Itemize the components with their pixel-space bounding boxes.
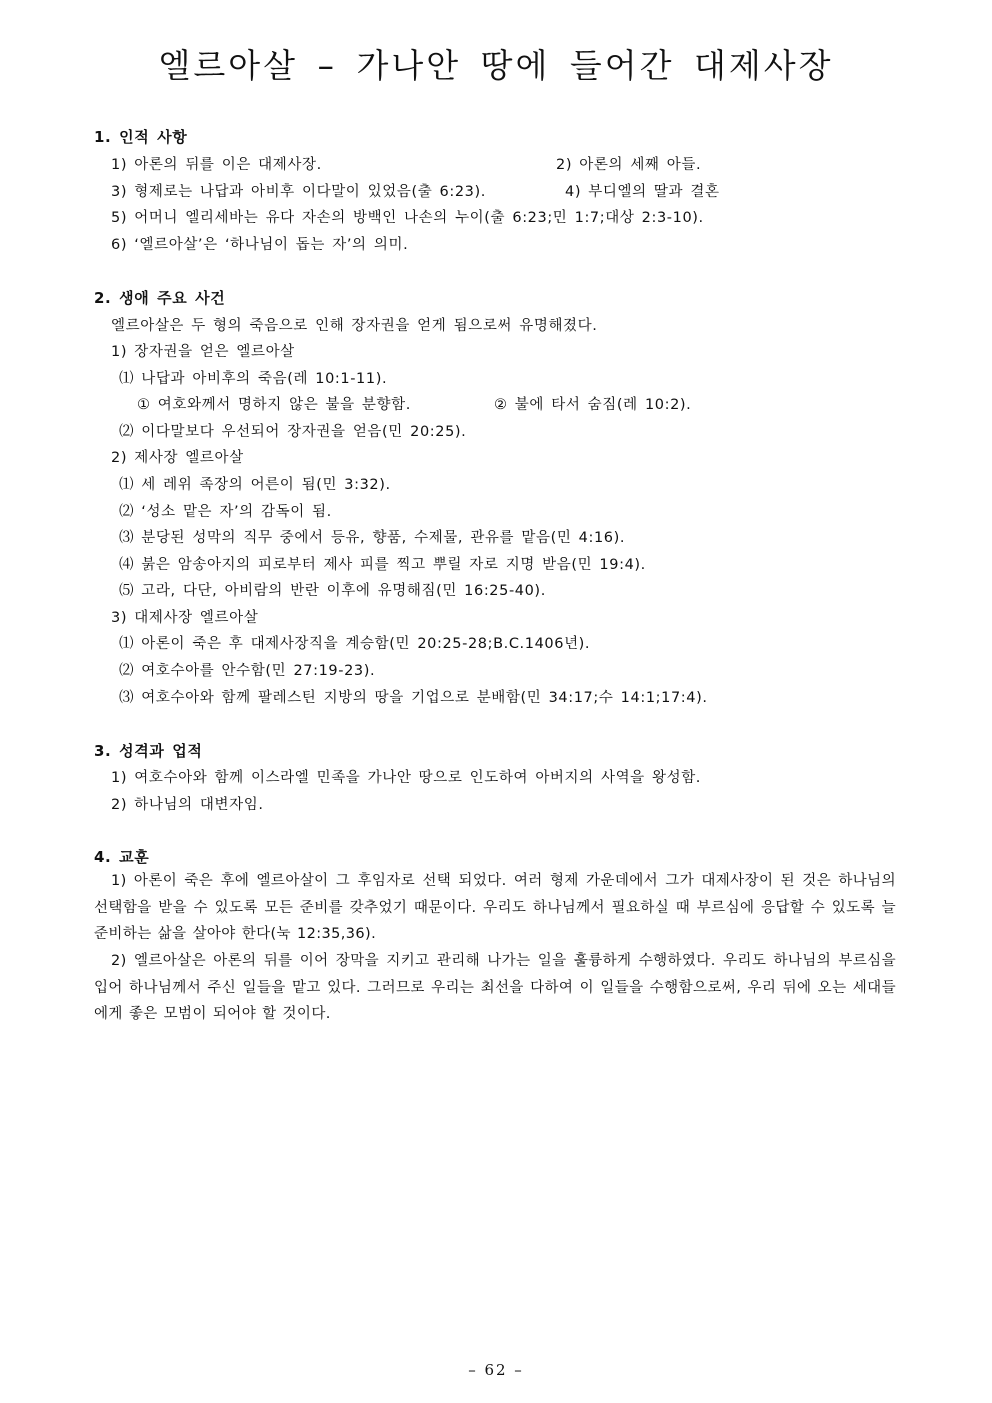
lesson-paragraph-1: 1) 아론이 죽은 후에 엘르아살이 그 후임자로 선택 되었다. 여러 형제 가운데에서 그가 대제사장이 된 것은 하나님의 선택함을 받을 수 있도록 모든 준비를 갖추었기 때문이다. 우리도 하나님께서 필요하실 때 부르심에 응답할 수 있도록 늘 준비하는 삶을 살아야 한다(눅 12:35,36).: [94, 873, 896, 942]
life-intro: 엘르아살은 두 형의 죽음으로 인해 장자권을 얻게 됨으로써 유명해졌다.: [111, 318, 598, 334]
section-heading-personal: 1. 인적 사항: [94, 128, 188, 146]
personal-item-6: 6) ‘엘르아살’은 ‘하나님이 돕는 자’의 의미.: [111, 237, 409, 253]
personal-item-4: 4) 부디엘의 딸과 결혼: [565, 184, 720, 200]
subsection-birthright: 1) 장자권을 얻은 엘르아살: [111, 344, 295, 360]
list-item: ⑶ 여호수아와 함께 팔레스틴 지방의 땅을 기업으로 분배함(민 34:17;수 14:1;17:4).: [119, 690, 708, 706]
list-item: ⑷ 붉은 암송아지의 피로부터 제사 피를 찍고 뿌릴 자로 지명 받음(민 19:4).: [119, 557, 646, 573]
list-item: ⑴ 나답과 아비후의 죽음(레 10:1-11).: [119, 371, 388, 387]
character-item-1: 1) 여호수아와 함께 이스라엘 민족을 가나안 땅으로 인도하여 아버지의 사역을 왕성함.: [111, 770, 702, 786]
list-item: ⑵ 여호수아를 안수함(민 27:19-23).: [119, 663, 376, 679]
section-heading-life-events: 2. 생애 주요 사건: [94, 289, 226, 307]
character-item-2: 2) 하나님의 대변자임.: [111, 797, 264, 813]
page-number: – 62 –: [468, 1361, 524, 1379]
lesson-paragraph-2: 2) 엘르아살은 아론의 뒤를 이어 장막을 지키고 관리해 나가는 일을 훌륭하게 수행하였다. 우리도 하나님의 부르심을 입어 하나님께서 주신 일들을 맡고 있다. 그러므로 우리는 최선을 다하여 이 일들을 수행함으로써, 우리 뒤에 오는 세대들에게 좋은 모범이 되어야 할 것이다.: [94, 953, 896, 1022]
list-item: ⑸ 고라, 다단, 아비람의 반란 이후에 유명해짐(민 16:25-40).: [119, 583, 546, 599]
personal-item-1: 1) 아론의 뒤를 이은 대제사장.: [111, 157, 322, 173]
section-heading-lesson: 4. 교훈: [94, 848, 150, 866]
subsection-priest: 2) 제사장 엘르아살: [111, 450, 244, 466]
personal-item-3: 3) 형제로는 나답과 아비후 이다말이 있었음(출 6:23).: [111, 184, 486, 200]
personal-item-2: 2) 아론의 세째 아들.: [556, 157, 702, 173]
list-item: ② 불에 타서 숨짐(레 10:2).: [494, 397, 692, 413]
personal-item-5: 5) 어머니 엘리세바는 유다 자손의 방백인 나손의 누이(출 6:23;민 1:7;대상 2:3-10).: [111, 210, 704, 226]
list-item: ⑴ 아론이 죽은 후 대제사장직을 계승함(민 20:25-28;B.C.1406년).: [119, 636, 591, 652]
list-item: ⑶ 분당된 성막의 직무 중에서 등유, 향품, 수제물, 관유를 맡음(민 4:16).: [119, 530, 626, 546]
page-title: 엘르아살 – 가나안 땅에 들어간 대제사장: [158, 46, 834, 85]
list-item: ⑵ 이다말보다 우선되어 장자권을 얻음(민 20:25).: [119, 424, 467, 440]
section-heading-character: 3. 성격과 업적: [94, 742, 203, 760]
list-item: ① 여호와께서 명하지 않은 불을 분향함.: [137, 397, 411, 413]
list-item: ⑴ 세 레위 족장의 어른이 됨(민 3:32).: [119, 477, 391, 493]
subsection-high-priest: 3) 대제사장 엘르아살: [111, 610, 259, 626]
list-item: ⑵ ‘성소 맡은 자’의 감독이 됨.: [119, 504, 332, 520]
